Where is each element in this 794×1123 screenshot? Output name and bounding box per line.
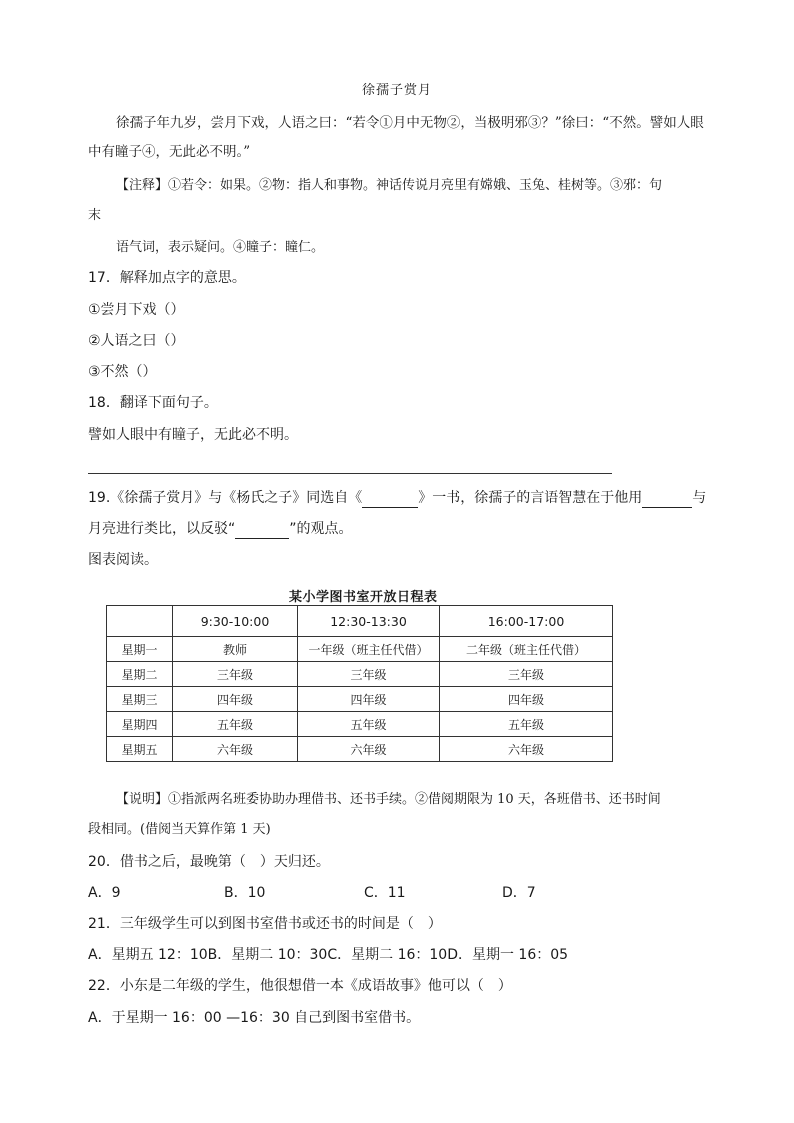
question-20-stem: 20．借书之后，最晚第（ ）天归还。	[88, 854, 330, 870]
table-header-row	[107, 606, 613, 637]
question-19-line-1	[88, 488, 706, 508]
table-cell: 五年级	[173, 712, 298, 737]
passage-line-1: 徐孺子年九岁，尝月下戏，人语之曰：“若令①月中无物②，当极明邪③？”徐曰：“不然。譬如人眼	[116, 115, 704, 131]
annotation-line-3: 语气词，表示疑问。④瞳子：瞳仁。	[116, 240, 325, 255]
question-19-text-b: 》一书，徐孺子的言语智慧在于他用	[418, 490, 643, 506]
passage-line-2: 中有瞳子④，无此必不明。”	[88, 144, 251, 160]
schedule-table	[106, 605, 613, 762]
table-header-cell: 16:00-17:00	[440, 606, 613, 637]
table-cell: 四年级	[440, 687, 613, 712]
explanation-line-1: 【说明】①指派两名班委协助办理借书、还书手续。②借阅期限为 10 天，各班借书、还书时间	[116, 792, 661, 807]
question-19-text-e: ”的观点。	[289, 521, 353, 537]
question-20-option-a[interactable]: A．9	[88, 885, 121, 901]
table-title: 某小学图书室开放日程表	[289, 590, 438, 605]
question-22-option-a[interactable]: A．于星期一 16：00 —16：30 自己到图书室借书。	[88, 1010, 421, 1026]
answer-line[interactable]	[88, 473, 612, 474]
table-cell: 四年级	[298, 687, 440, 712]
table-cell: 五年级	[298, 712, 440, 737]
table-day-cell: 星期二	[107, 662, 173, 687]
annotation-line-2: 末	[88, 208, 102, 223]
table-cell: 三年级	[298, 662, 440, 687]
question-17-item-3: ③不然（）	[88, 364, 157, 380]
table-cell: 二年级（班主任代借）	[440, 637, 613, 662]
table-row	[107, 737, 613, 762]
table-day-cell: 星期四	[107, 712, 173, 737]
blank-analogy[interactable]	[642, 491, 692, 508]
question-18-stem: 18．翻译下面句子。	[88, 395, 218, 411]
question-20-option-d[interactable]: D．7	[502, 885, 536, 901]
table-header-corner	[107, 606, 173, 637]
table-header-cell: 12:30-13:30	[298, 606, 440, 637]
question-19-text-d: 月亮进行类比，以反驳“	[88, 521, 236, 537]
table-row	[107, 662, 613, 687]
question-21-options[interactable]: A．星期五 12：10B．星期二 10：30C．星期二 16：10D．星期一 16：05	[88, 947, 569, 963]
table-cell: 三年级	[440, 662, 613, 687]
question-17-item-1: ①尝月下戏（）	[88, 302, 185, 318]
table-cell: 四年级	[173, 687, 298, 712]
table-day-cell: 星期五	[107, 737, 173, 762]
table-cell: 六年级	[173, 737, 298, 762]
table-cell: 教师	[173, 637, 298, 662]
question-19-text-a: 19.《徐孺子赏月》与《杨氏之子》同选自《	[88, 490, 363, 506]
table-day-cell: 星期一	[107, 637, 173, 662]
blank-book-title[interactable]	[362, 491, 418, 508]
question-22-stem: 22．小东是二年级的学生，他很想借一本《成语故事》他可以（ ）	[88, 978, 512, 994]
table-row	[107, 712, 613, 737]
table-header-cell: 9:30-10:00	[173, 606, 298, 637]
section-label-chart-reading: 图表阅读。	[88, 552, 158, 568]
question-19-line-2	[88, 519, 353, 539]
table-cell: 六年级	[440, 737, 613, 762]
explanation-line-2: 段相同。(借阅当天算作第 1 天)	[88, 822, 271, 837]
question-17-stem: 17．解释加点字的意思。	[88, 270, 246, 286]
table-day-cell: 星期三	[107, 687, 173, 712]
question-21-stem: 21．三年级学生可以到图书室借书或还书的时间是（ ）	[88, 916, 442, 932]
table-row	[107, 637, 613, 662]
question-18-sentence: 譬如人眼中有瞳子，无此必不明。	[88, 427, 298, 443]
table-cell: 六年级	[298, 737, 440, 762]
passage-title: 徐孺子赏月	[362, 83, 433, 98]
table-row	[107, 687, 613, 712]
blank-viewpoint[interactable]	[235, 522, 289, 539]
table-cell: 一年级（班主任代借）	[298, 637, 440, 662]
question-20-option-c[interactable]: C．11	[364, 885, 406, 901]
table-cell: 三年级	[173, 662, 298, 687]
question-20-option-b[interactable]: B．10	[224, 885, 266, 901]
annotation-line-1: 【注释】①若令：如果。②物：指人和事物。神话传说月亮里有嫦娥、玉兔、桂树等。③邪：句	[116, 178, 663, 193]
question-17-item-2: ②人语之曰（）	[88, 333, 185, 349]
table-cell: 五年级	[440, 712, 613, 737]
question-19-text-c: 与	[692, 490, 707, 506]
